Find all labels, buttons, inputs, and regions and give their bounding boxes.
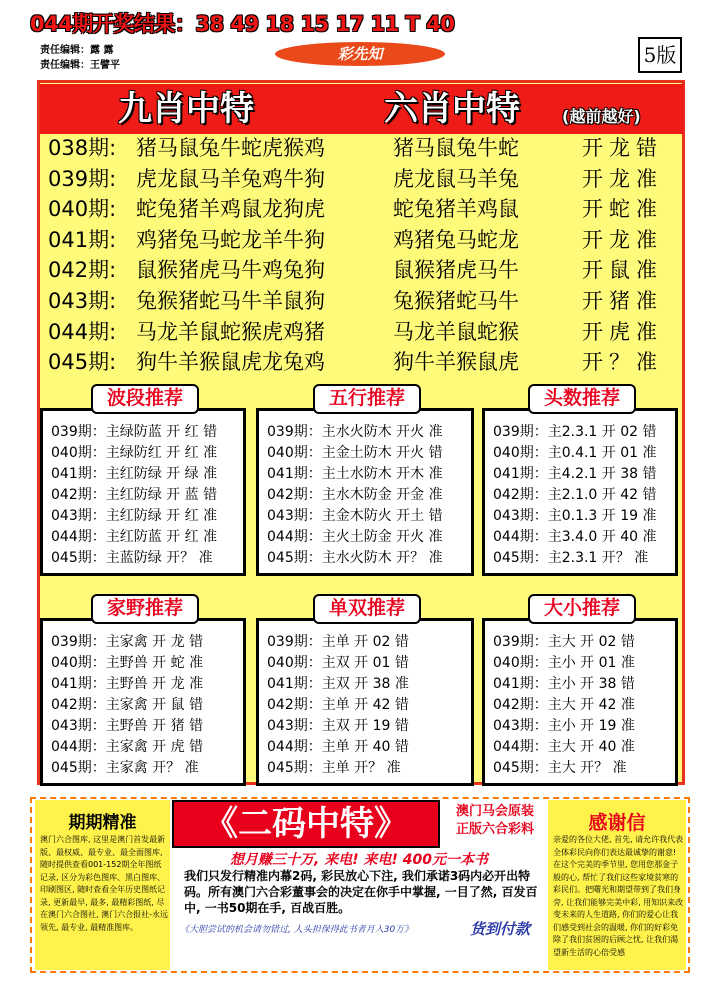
draw-result: 开龙准: [582, 166, 663, 191]
ad-slogan: 想月赚三十万, 来电! 来电! 400元一本书: [230, 852, 488, 868]
recommend-label: 头数推荐: [528, 384, 636, 414]
recommend-line: 039期：主家禽 开 龙 错: [51, 634, 204, 650]
recommend-line: 045期：主水火防木 开？ 准: [267, 550, 443, 566]
ad-footnote: 《大胆尝试的机会请勿错过, 人头担保得此书者月入30万》: [180, 925, 414, 935]
recommend-line: 044期：主红防蓝 开 红 准: [51, 529, 218, 545]
nine-zodiac-title: 九肖中特: [118, 89, 254, 129]
recommend-line: 039期：主绿防蓝 开 红 错: [51, 424, 218, 440]
recommend-line: 044期：主3.4.0 开 40 准: [493, 529, 657, 545]
nine-zodiac-list: 狗牛羊猴鼠虎龙兔鸡: [136, 350, 325, 375]
six-zodiac-list: 蛇兔猪羊鸡鼠: [393, 197, 519, 222]
nine-zodiac-list: 鸡猪兔马蛇龙羊牛狗: [136, 227, 325, 252]
recommend-line: 041期：主土水防木 开木 准: [267, 466, 443, 482]
recommend-line: 042期：主家禽 开 鼠 错: [51, 697, 204, 713]
prediction-row: [44, 132, 684, 163]
two-code-banner: 《二码中特》: [172, 800, 440, 848]
nine-zodiac-list: 猪马鼠兔牛蛇虎猴鸡: [136, 136, 325, 160]
recommend-line: 042期：主水木防金 开金 准: [267, 487, 443, 503]
six-zodiac-list: 马龙羊鼠蛇猴: [393, 319, 519, 344]
recommend-box: [256, 408, 474, 576]
prediction-row: [44, 163, 684, 194]
prediction-row: [44, 346, 684, 377]
prediction-row: [44, 254, 684, 285]
period-label: 042期:: [48, 258, 117, 283]
recommend-box: [40, 408, 246, 576]
recommend-line: 043期：主金木防火 开土 错: [267, 508, 443, 524]
recommend-line: 042期：主2.1.0 开 42 错: [493, 487, 657, 503]
six-zodiac-list: 虎龙鼠马羊兔: [393, 166, 519, 191]
period-label: 039期:: [48, 166, 117, 191]
recommend-label: 单双推荐: [313, 594, 421, 624]
prediction-row: [44, 316, 684, 347]
recommend-line: 040期：主金土防木 开火 错: [267, 445, 443, 461]
nine-zodiac-list: 虎龙鼠马羊兔鸡牛狗: [136, 166, 325, 191]
period-label: 045期:: [48, 350, 117, 375]
recommend-line: 042期：主大 开 42 准: [493, 697, 635, 713]
banner-side-text: [445, 803, 545, 839]
recommend-line: 041期：主小 开 38 错: [493, 676, 635, 692]
six-zodiac-list: 猪马鼠兔牛蛇: [393, 136, 519, 160]
nine-zodiac-list: 鼠猴猪虎马牛鸡兔狗: [136, 258, 325, 283]
recommend-line: 045期：主大 开？ 准: [493, 760, 627, 776]
cash-on-delivery-label: 货到付款: [470, 920, 531, 938]
recommend-line: 041期：主双 开 38 准: [267, 676, 409, 692]
six-zodiac-title: 六肖中特: [384, 89, 520, 129]
recommend-line: 045期：主蓝防绿 开？ 准: [51, 550, 213, 566]
recommend-line: 045期：主单 开？ 准: [267, 760, 401, 776]
recommend-line: 040期：主绿防红 开 红 准: [51, 445, 218, 461]
draw-result: 开鼠准: [582, 258, 663, 283]
recommend-line: 044期：主大 开 40 准: [493, 739, 635, 755]
draw-result: 开蛇准: [582, 197, 663, 222]
recommend-line: 045期：主2.3.1 开？ 准: [493, 550, 649, 566]
recommend-label: 家野推荐: [91, 594, 199, 624]
recommend-line: 039期：主水火防木 开火 准: [267, 424, 443, 440]
recommend-line: 043期：主0.1.3 开 19 准: [493, 508, 657, 524]
recommend-box: [256, 618, 474, 786]
draw-result: 开龙准: [582, 227, 663, 252]
recommend-line: 041期：主4.2.1 开 38 错: [493, 466, 657, 482]
six-zodiac-list: 鸡猪兔马蛇龙: [393, 227, 519, 252]
recommend-line: 044期：主火土防金 开火 准: [267, 529, 443, 545]
recommend-line: 040期：主双 开 01 错: [267, 655, 409, 671]
period-label: 040期:: [48, 197, 117, 222]
draw-result: 开猪准: [582, 289, 663, 313]
draw-result: 开？准: [582, 350, 663, 375]
recommend-line: 043期：主野兽 开 猪 错: [51, 718, 204, 734]
recommend-line: 043期：主双 开 19 错: [267, 718, 409, 734]
recommend-line: 039期：主2.3.1 开 02 错: [493, 424, 657, 440]
recommend-line: 042期：主红防绿 开 蓝 错: [51, 487, 218, 503]
draw-result-headline: 044期开奖结果：38 49 18 15 17 11 T 40: [30, 12, 455, 36]
side-line-1: 澳门马会原装: [455, 804, 534, 819]
nine-zodiac-list: 蛇兔猪羊鸡鼠龙狗虎: [136, 197, 325, 222]
editor-credit-1: 责任编辑：露 露: [40, 45, 114, 56]
side-line-2: 正版六合彩料: [455, 822, 534, 837]
page-number: 5版: [638, 37, 682, 73]
recommend-line: 040期：主野兽 开 蛇 准: [51, 655, 204, 671]
recommend-line: 041期：主野兽 开 龙 准: [51, 676, 204, 692]
recommend-line: 040期：主小 开 01 准: [493, 655, 635, 671]
period-label: 044期:: [48, 319, 117, 344]
header-note: (越前越好): [562, 107, 641, 126]
prediction-row: [44, 224, 684, 255]
draw-result: 开龙错: [582, 136, 663, 160]
brand-logo: 彩先知: [275, 42, 445, 66]
recommend-label: 波段推荐: [91, 384, 199, 414]
period-label: 041期:: [48, 227, 117, 252]
left-ad-title: 期期精准: [68, 813, 137, 833]
recommend-line: 043期：主红防绿 开 红 准: [51, 508, 218, 524]
ad-body-text: 我们只发行精准内幕2码, 彩民放心下注, 我们承诺3码内必开出特码。所有澳门六合彩董事会的决定在你手中掌握, 一目了然, 百发百中, 一书50期在手, 百战百胜。: [184, 869, 538, 915]
recommend-label: 五行推荐: [313, 384, 421, 414]
recommend-label: 大小推荐: [528, 594, 636, 624]
period-label: 043期:: [48, 289, 117, 313]
period-label: 038期:: [48, 136, 117, 160]
editor-credit-2: 责任编辑：王譬平: [40, 60, 120, 71]
six-zodiac-list: 狗牛羊猴鼠虎: [393, 350, 519, 375]
prediction-row: [44, 285, 684, 316]
thanks-letter-text: 亲爱的各位大佬, 首先, 请允许我代表全体彩民向你们表达最诚挚的谢意! 在这个完美的季节里, 您用您那金子般的心, 帮忙了我们这些家境贫寒的彩民们。把曙光和期望带到了我们身旁, 让我们能够完美中彩, 用知识来改变未来的人生道路, 你们的爱心让我们感受到社会的温暖, 你们的好彩免除了我们贫困的后顾之忧, 让我们渴望新生活的心倍受感: [553, 835, 684, 957]
left-ad-text: 澳门六合图库, 这里是澳门首发最新版、最权威、最专业、最全面图库, 随时提供查看001-152期全年图纸记录, 区分为彩色图库、黑白图库、印刷图区, 随时查看全年历史图纸记录, 更新最早, 最多, 最精彩图纸, 尽在澳门六合图社, 澳门六合报社-永远领先, 最专业, 最精准图库。: [40, 835, 168, 932]
six-zodiac-list: 鼠猴猪虎马牛: [393, 258, 519, 283]
thanks-letter-title: 感谢信: [588, 812, 646, 834]
recommend-box: [482, 618, 678, 786]
nine-zodiac-list: 兔猴猪蛇马牛羊鼠狗: [136, 289, 325, 313]
recommend-line: 041期：主红防绿 开 绿 准: [51, 466, 218, 482]
recommend-line: 044期：主单 开 40 错: [267, 739, 409, 755]
recommend-line: 045期：主家禽 开？ 准: [51, 760, 199, 776]
recommend-line: 042期：主单 开 42 错: [267, 697, 409, 713]
prediction-row: [44, 193, 684, 224]
recommend-box: [40, 618, 246, 786]
recommend-line: 044期：主家禽 开 虎 错: [51, 739, 204, 755]
draw-result: 开虎准: [582, 319, 663, 344]
six-zodiac-list: 兔猴猪蛇马牛: [393, 289, 519, 313]
recommend-line: 043期：主小 开 19 准: [493, 718, 635, 734]
recommend-line: 040期：主0.4.1 开 01 准: [493, 445, 657, 461]
nine-zodiac-list: 马龙羊鼠蛇猴虎鸡猪: [136, 319, 325, 344]
recommend-line: 039期：主大 开 02 错: [493, 634, 635, 650]
recommend-box: [482, 408, 678, 576]
recommend-line: 039期：主单 开 02 错: [267, 634, 409, 650]
